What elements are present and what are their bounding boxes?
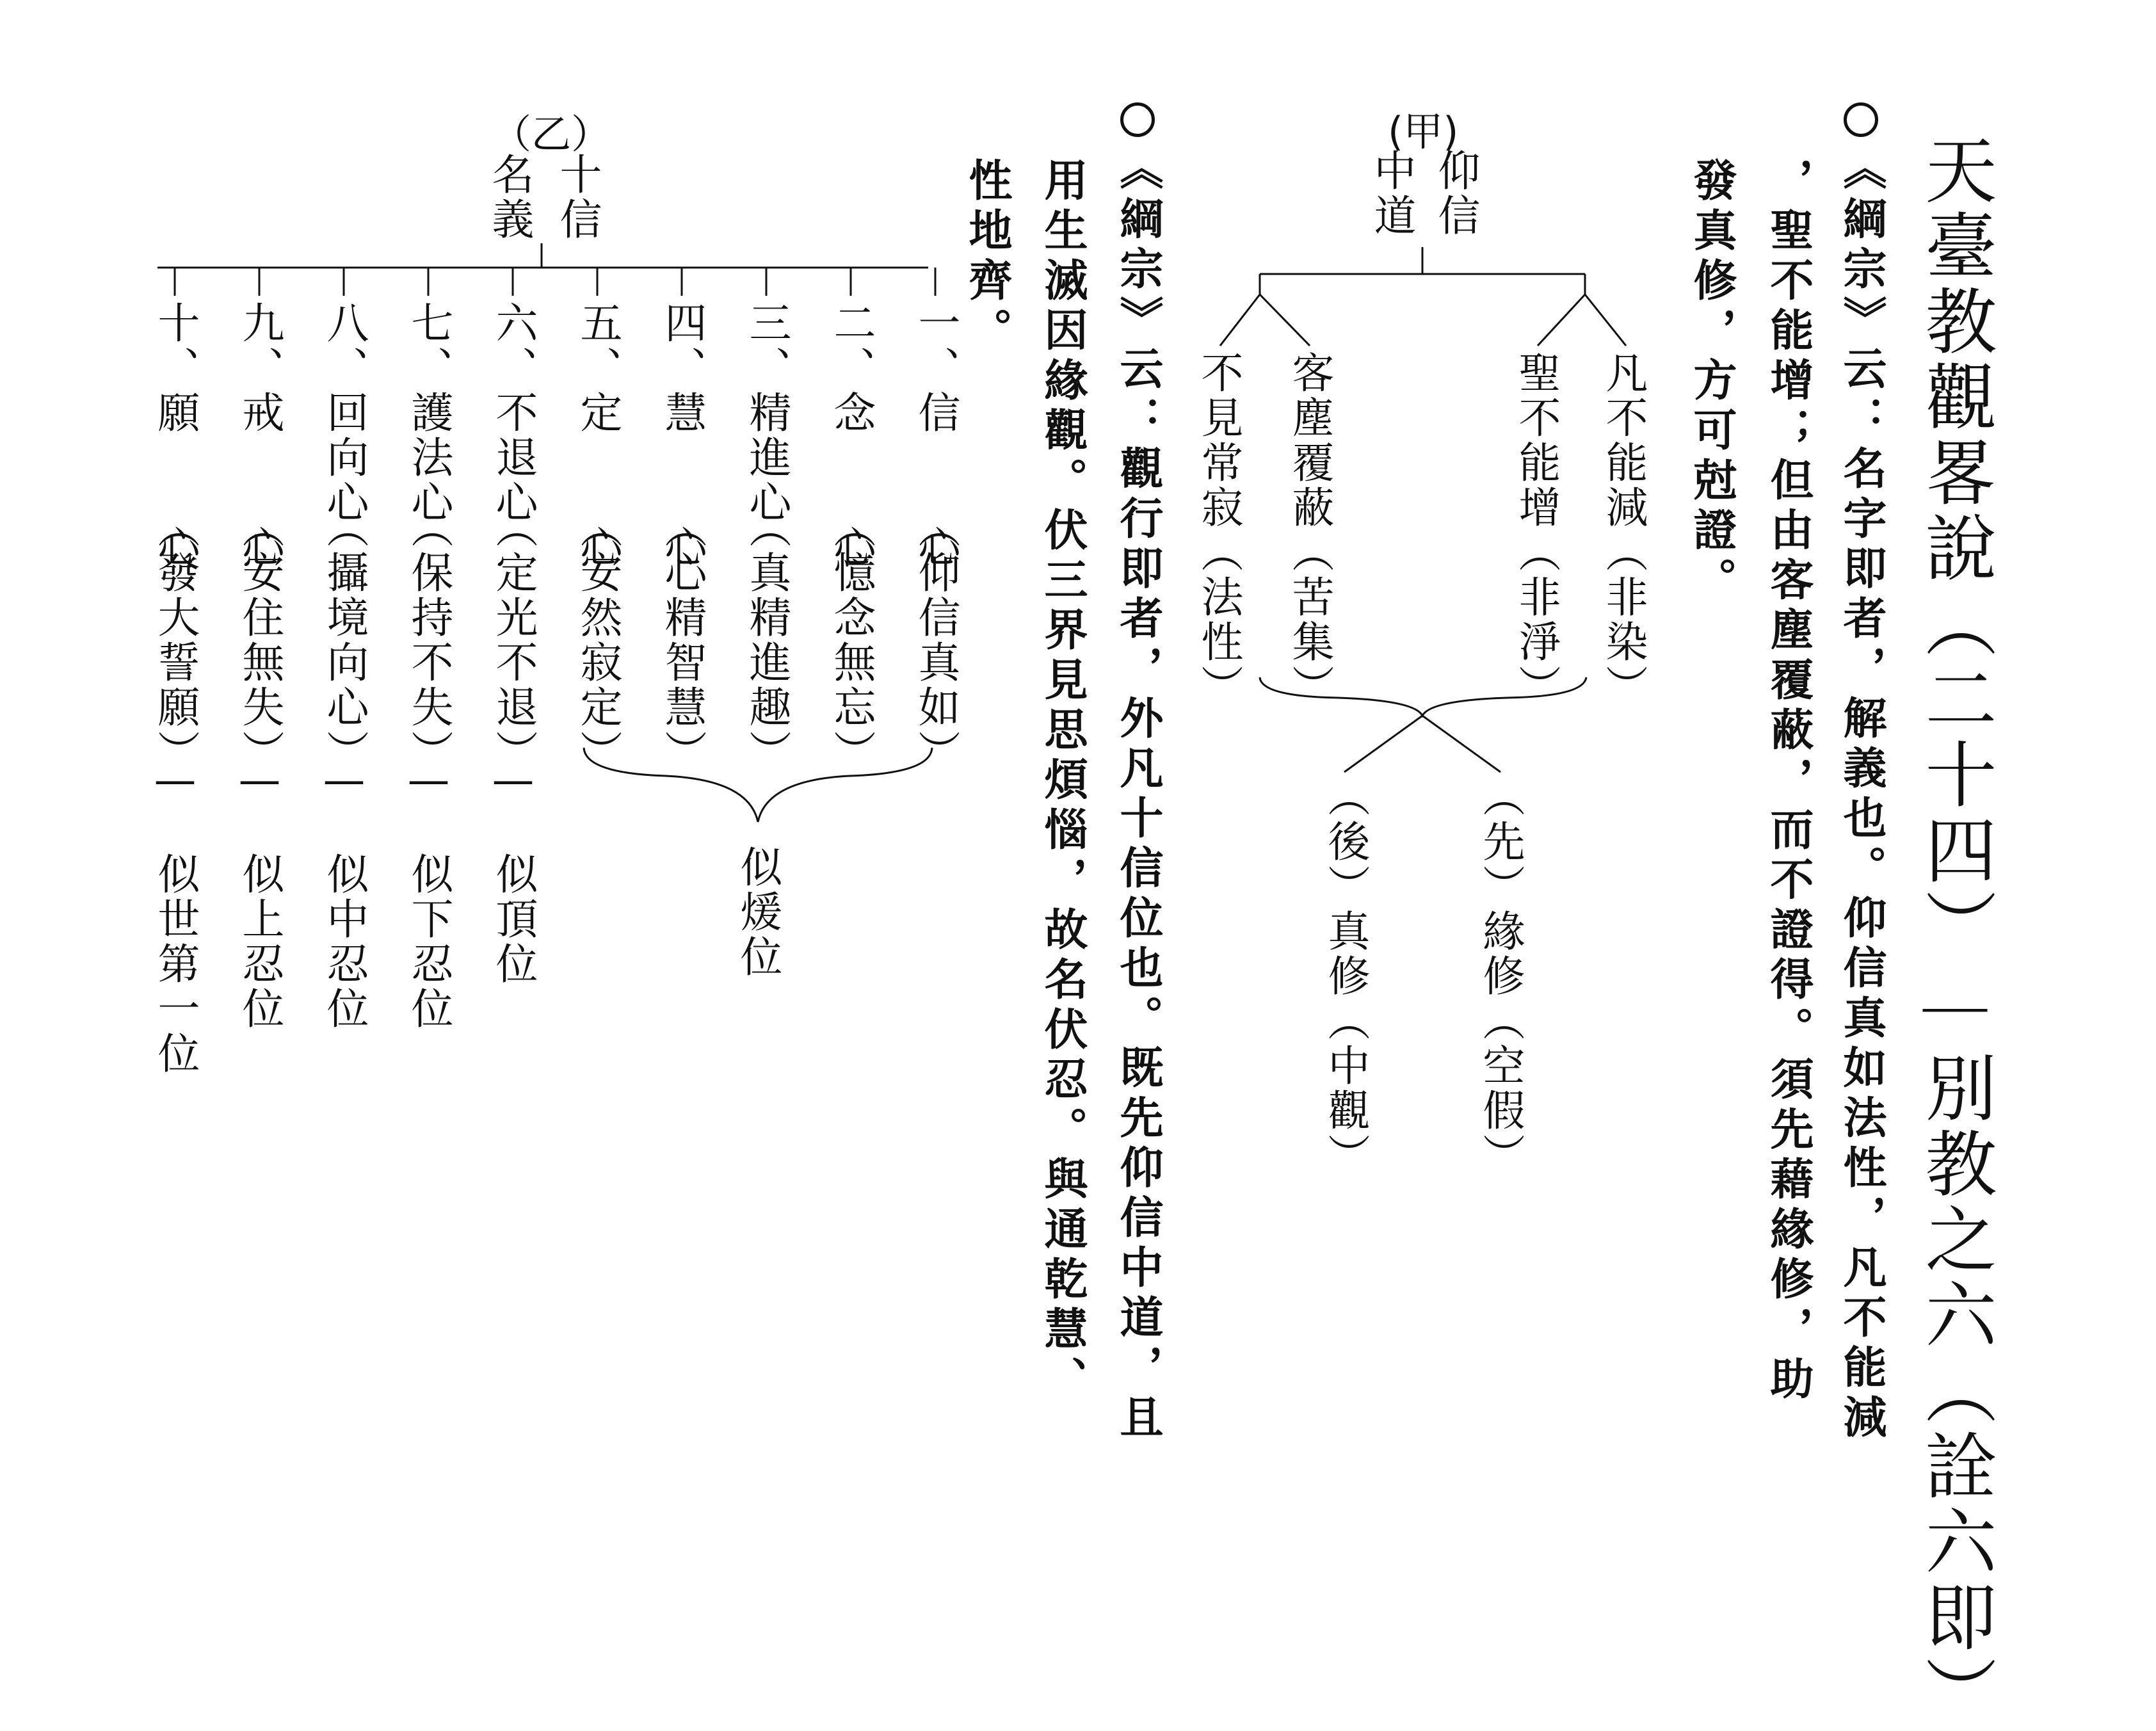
diagram-a-title-col1: 仰信 [1431,149,1480,238]
diagram-b-item-3-name: 三、精進心 [742,301,791,525]
para2-col3: 性地齊。 [961,157,1013,357]
diagram-b-item-9-desc: （安住無失） [235,506,284,775]
diagram-a-result-1: （先）緣修（空假） [1476,775,1525,1178]
bullet-circle-1 [1844,102,1878,137]
diagram-b-item-7-tail: — 似下忍位 [404,755,453,1031]
diagram-b-group-label: 似煖位 [733,845,782,979]
diagram-b-item-9-name: 九、戒 心 [235,301,284,570]
bullet-circle-2 [1120,102,1155,137]
diagram-b-item-6-tail: — 似頂位 [488,755,538,986]
diagram-b-title-col1: 十信 [552,152,602,242]
diagram-b-item-5-desc: （安然寂定） [573,506,622,775]
para1-col2: ，聖不能增；但由客塵覆蔽，而不證得。須先藉緣修，助 [1763,157,1814,1406]
diagram-b-item-4-desc: （心精智慧） [657,506,707,775]
diagram-b-item-2-name: 二、念 心 [826,301,876,570]
para2-col1: 《綱宗》云：觀行即者，外凡十信位也。既先仰信中道，且 [1113,146,1164,1444]
diagram-a-result-2: （後）真修（中觀） [1321,775,1370,1178]
diagram-b-title-col2: 名義 [485,152,534,242]
diagram-b-item-6-name: 六、不退心 [488,301,538,525]
diagram-b-item-8-desc: （攝境向心） [319,506,369,775]
diagram-b-item-10-name: 十、願 心 [150,301,200,570]
diagram-a-marker: (甲) [1388,108,1459,155]
diagram-b-item-3-desc: （真精進趣） [742,506,791,775]
diagram-b-item-8-name: 八、回向心 [319,301,369,525]
diagram-b-item-8-tail: — 似中忍位 [319,755,369,1031]
diagram-b-marker: （乙） [492,111,611,157]
diagram-b-item-7-desc: （保持不失） [404,506,453,775]
diagram-b-item-1-name: 一、信 心 [911,301,960,570]
diagram-a-branch-1: 凡不能減（非染） [1598,351,1648,709]
diagram-a-branch-4: 不見常寂（法性） [1194,351,1243,709]
diagram-a-branch-3: 客塵覆蔽（苦集） [1285,351,1334,709]
document-title: 天臺教觀畧說（二十四）—別教之六（詮六即） [1913,133,1997,1731]
diagram-b-item-5-name: 五、定 心 [573,301,622,570]
diagram-b-item-9-tail: — 似上忍位 [235,755,284,1031]
para2-col2: 用生滅因緣觀。伏三界見思煩惱，故名伏忍。與通乾慧、 [1037,157,1088,1406]
diagram-a-branch-2: 聖不能增（非淨） [1511,351,1561,709]
diagram-b-item-2-desc: （憶念無忘） [826,506,876,775]
diagram-b-item-10-desc: （發大誓願） [150,506,200,775]
diagram-b-item-4-name: 四、慧 心 [657,301,707,570]
diagram-b-item-7-name: 七、護法心 [404,301,453,525]
para1-col1: 《綱宗》云：名字即者，解義也。仰信真如法性，凡不能減 [1836,146,1887,1444]
para1-col3: 發真修，方可尅證。 [1686,157,1737,607]
diagram-b-item-6-desc: （定光不退） [488,506,538,775]
diagram-b-item-1-desc: （仰信真如） [911,506,960,775]
diagram-b-item-10-tail: — 似世第一位 [150,755,200,1076]
diagram-a-title-col2: 中道 [1367,149,1416,238]
